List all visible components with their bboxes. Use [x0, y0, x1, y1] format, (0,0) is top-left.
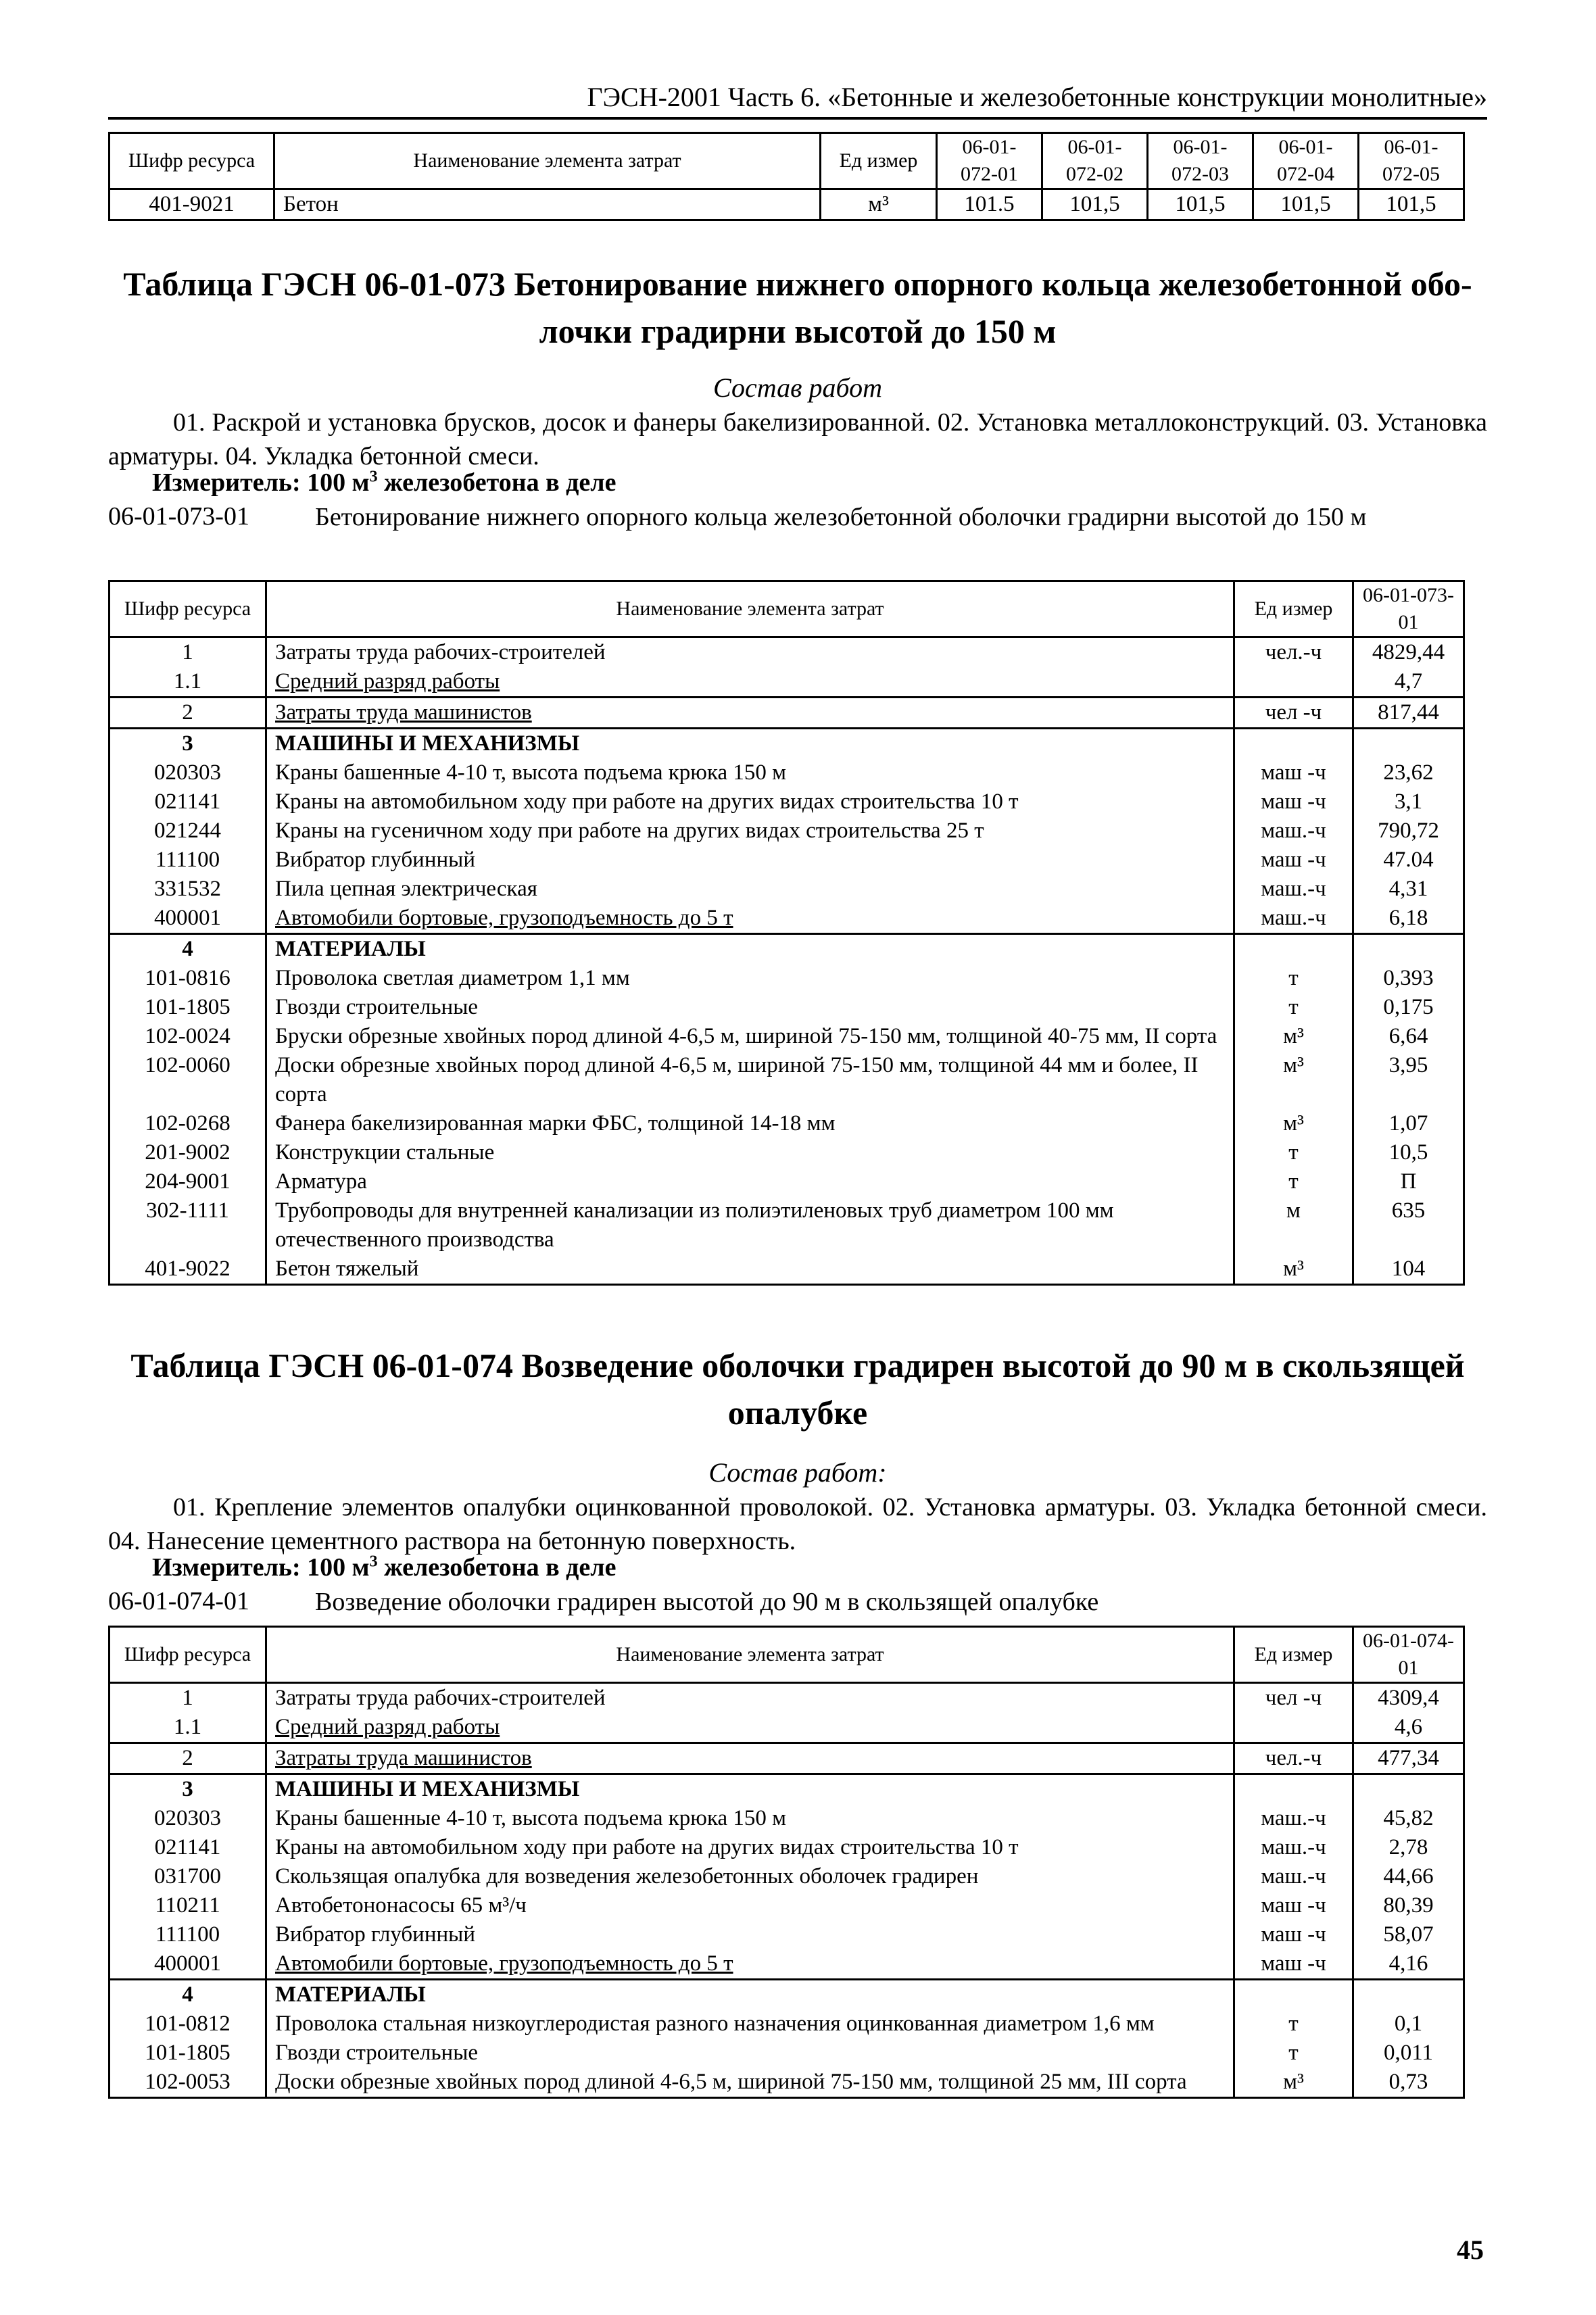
cell-value: 45,82	[1353, 1804, 1464, 1833]
cell-value: 0,1	[1353, 2009, 1464, 2039]
cell-name: Краны на гусеничном ходу при работе на других видах строительства 25 т	[266, 817, 1234, 846]
section1-works: 01. Раскрой и установка брусков, досок и фанеры бакелизированной. 02. Установка металлоконструкций. 03. Установка арматуры. 04. Укладка бетонной смеси.	[108, 408, 1487, 470]
table-row	[110, 1683, 1464, 1713]
cell-value: 101.5	[937, 189, 1042, 220]
table-row	[110, 1167, 1464, 1196]
cell-name: Бетон тяжелый	[266, 1254, 1234, 1285]
cell-value: 817,44	[1353, 698, 1464, 729]
table-row	[110, 1949, 1464, 1980]
table-row	[110, 787, 1464, 817]
table-row	[110, 1022, 1464, 1051]
cell-unit: маш.-ч	[1234, 1804, 1353, 1833]
section1-title	[108, 260, 1487, 355]
page-number: 45	[1457, 2235, 1484, 2265]
measure-label: Измеритель:	[152, 468, 301, 497]
table-row	[110, 667, 1464, 698]
section1-resource-table	[108, 580, 1465, 1286]
cell-code: 110211	[110, 1891, 266, 1920]
cell-code: 400001	[110, 904, 266, 934]
cell-value: 635	[1353, 1196, 1464, 1254]
cell-unit: маш -ч	[1234, 787, 1353, 817]
cell-value: 44,66	[1353, 1862, 1464, 1891]
cell-name: МАШИНЫ И МЕХАНИЗМЫ	[266, 1774, 1234, 1805]
cell-code: 111100	[110, 1920, 266, 1949]
cell-value: 4309,4	[1353, 1683, 1464, 1713]
col-header-code: Шифр ресурса	[110, 133, 274, 189]
cell-value: 58,07	[1353, 1920, 1464, 1949]
cell-value: 0,175	[1353, 993, 1464, 1022]
cell-value	[1353, 934, 1464, 965]
cell-unit: м³	[1234, 1109, 1353, 1138]
col-header-unit: Ед измер	[1234, 1627, 1353, 1683]
col-header-norm: 06-01-073-01	[1353, 581, 1464, 637]
cell-code: 1	[110, 1683, 266, 1713]
section2-title	[108, 1342, 1487, 1436]
measure-value: 100 м	[307, 468, 370, 497]
cell-name: Арматура	[266, 1167, 1234, 1196]
cell-value: 477,34	[1353, 1743, 1464, 1774]
cell-unit: маш -ч	[1234, 1920, 1353, 1949]
table-row	[110, 1920, 1464, 1949]
cell-code: 331532	[110, 875, 266, 904]
cell-code: 3	[110, 1774, 266, 1805]
table-row	[110, 1743, 1464, 1774]
cell-value: 101,5	[1253, 189, 1359, 220]
cell-name: Вибратор глубинный	[266, 1920, 1234, 1949]
cell-name: Скользящая опалубка для возведения железобетонных оболочек градирен	[266, 1862, 1234, 1891]
cell-unit: маш -ч	[1234, 846, 1353, 875]
cell-name: Бруски обрезные хвойных пород длиной 4-6,5 м, шириной 75-150 мм, толщиной 40-75 мм, II сорта	[266, 1022, 1234, 1051]
cell-unit: т	[1234, 2039, 1353, 2068]
running-header: ГЭСН-2001 Часть 6. «Бетонные и железобетонные конструкции монолитные»	[587, 82, 1487, 112]
col-header-norm: 06-01-072-01	[937, 133, 1042, 189]
cell-name: Бетон	[274, 189, 821, 220]
cell-value: 10,5	[1353, 1138, 1464, 1167]
cell-code: 031700	[110, 1862, 266, 1891]
cell-value: 101,5	[1359, 189, 1464, 220]
cell-unit: т	[1234, 1138, 1353, 1167]
section1-code-name: Бетонирование нижнего опорного кольца железобетонной оболочки градирни высотой до 150 м	[315, 503, 1367, 531]
col-header-unit: Ед измер	[821, 133, 937, 189]
cell-name: Доски обрезные хвойных пород длиной 4-6,5 м, шириной 75-150 мм, толщиной 25 мм, III сорта	[266, 2068, 1234, 2098]
section2-sostav: Состав работ:	[708, 1457, 887, 1488]
cell-code: 101-1805	[110, 993, 266, 1022]
section2-title-line2: опалубке	[727, 1394, 868, 1432]
cell-name: Доски обрезные хвойных пород длиной 4-6,5 м, шириной 75-150 мм, толщиной 44 мм и более, II сорта	[266, 1051, 1234, 1109]
table-row	[110, 1862, 1464, 1891]
cell-name: Автомобили бортовые, грузоподъемность до 5 т	[266, 1949, 1234, 1980]
table-row	[110, 1980, 1464, 2010]
cell-code: 102-0060	[110, 1051, 266, 1109]
cell-unit: чел -ч	[1234, 698, 1353, 729]
table-row	[110, 189, 1464, 220]
measure-sup: 3	[369, 468, 378, 486]
cell-code: 400001	[110, 1949, 266, 1980]
table-row	[110, 846, 1464, 875]
cell-value: 104	[1353, 1254, 1464, 1285]
cell-name: Гвозди строительные	[266, 993, 1234, 1022]
section2-resource-table	[108, 1626, 1465, 2099]
cell-code: 401-9021	[110, 189, 274, 220]
cell-value: 0,011	[1353, 2039, 1464, 2068]
cell-unit: чел.-ч	[1234, 637, 1353, 668]
table-row	[110, 1254, 1464, 1285]
cell-name: Автомобили бортовые, грузоподъемность до 5 т	[266, 904, 1234, 934]
table-row	[110, 758, 1464, 787]
table-row	[110, 637, 1464, 668]
cell-value: 790,72	[1353, 817, 1464, 846]
section2-code: 06-01-074-01	[108, 1587, 249, 1615]
table-row	[110, 817, 1464, 846]
cell-code: 1	[110, 637, 266, 668]
cell-unit	[1234, 934, 1353, 965]
cell-unit: маш.-ч	[1234, 904, 1353, 934]
cell-code: 102-0268	[110, 1109, 266, 1138]
table-row	[110, 1138, 1464, 1167]
cell-name: Затраты труда рабочих-строителей	[266, 637, 1234, 668]
cell-code: 101-0816	[110, 964, 266, 993]
top-resource-table	[108, 132, 1465, 221]
cell-code: 1.1	[110, 1713, 266, 1743]
cell-name: Краны башенные 4-10 т, высота подъема крюка 150 м	[266, 1804, 1234, 1833]
section1-measure	[152, 468, 616, 497]
cell-name: Гвозди строительные	[266, 2039, 1234, 2068]
section1-code: 06-01-073-01	[108, 502, 249, 531]
table-row	[110, 1833, 1464, 1862]
cell-value	[1353, 729, 1464, 759]
cell-code: 020303	[110, 1804, 266, 1833]
cell-name: Затраты труда машинистов	[266, 698, 1234, 729]
cell-unit: маш -ч	[1234, 1891, 1353, 1920]
cell-name: МАТЕРИАЛЫ	[266, 934, 1234, 965]
measure-value: 100 м	[307, 1553, 370, 1582]
cell-code: 102-0024	[110, 1022, 266, 1051]
section2-code-name: Возведение оболочки градирен высотой до 90 м в скользящей опалубке	[315, 1588, 1099, 1616]
cell-value: 80,39	[1353, 1891, 1464, 1920]
section1-sostav: Состав работ	[713, 372, 882, 403]
section1-title-line1: Таблица ГЭСН 06-01-073 Бетонирование нижнего опорного кольца железобетонной обо-	[123, 265, 1472, 303]
cell-unit: м	[1234, 1196, 1353, 1254]
cell-value: 4,7	[1353, 667, 1464, 698]
cell-code: 101-1805	[110, 2039, 266, 2068]
cell-code: 021141	[110, 1833, 266, 1862]
cell-name: Проволока стальная низкоуглеродистая разного назначения оцинкованная диаметром 1,6 мм	[266, 2009, 1234, 2039]
cell-code: 111100	[110, 846, 266, 875]
col-header-name: Наименование элемента затрат	[266, 581, 1234, 637]
cell-value: 1,07	[1353, 1109, 1464, 1138]
cell-code: 204-9001	[110, 1167, 266, 1196]
cell-name: Средний разряд работы	[266, 667, 1234, 698]
cell-code: 401-9022	[110, 1254, 266, 1285]
col-header-unit: Ед измер	[1234, 581, 1353, 637]
cell-name: Затраты труда машинистов	[266, 1743, 1234, 1774]
cell-code: 1.1	[110, 667, 266, 698]
cell-unit: м³	[1234, 1022, 1353, 1051]
measure-label: Измеритель:	[152, 1553, 301, 1582]
cell-value: П	[1353, 1167, 1464, 1196]
measure-rest: железобетона в деле	[377, 1553, 616, 1582]
cell-value: 47.04	[1353, 846, 1464, 875]
cell-name: Краны башенные 4-10 т, высота подъема крюка 150 м	[266, 758, 1234, 787]
table-row	[110, 1713, 1464, 1743]
table-row	[110, 1774, 1464, 1805]
cell-name: Конструкции стальные	[266, 1138, 1234, 1167]
table-row	[110, 729, 1464, 759]
cell-unit	[1234, 729, 1353, 759]
table-row	[110, 1804, 1464, 1833]
measure-rest: железобетона в деле	[377, 468, 616, 497]
cell-value: 3,1	[1353, 787, 1464, 817]
section2-measure	[152, 1553, 616, 1582]
cell-code: 2	[110, 1743, 266, 1774]
cell-unit: т	[1234, 993, 1353, 1022]
cell-unit: маш.-ч	[1234, 1833, 1353, 1862]
cell-unit	[1234, 1774, 1353, 1805]
cell-value: 4,31	[1353, 875, 1464, 904]
cell-value: 101,5	[1042, 189, 1148, 220]
col-header-norm: 06-01-072-05	[1359, 133, 1464, 189]
cell-value: 4829,44	[1353, 637, 1464, 668]
cell-unit: маш -ч	[1234, 1949, 1353, 1980]
cell-name: Вибратор глубинный	[266, 846, 1234, 875]
cell-name: Затраты труда рабочих-строителей	[266, 1683, 1234, 1713]
col-header-norm: 06-01-072-03	[1148, 133, 1253, 189]
cell-unit: чел.-ч	[1234, 1743, 1353, 1774]
cell-code: 101-0812	[110, 2009, 266, 2039]
cell-code: 4	[110, 934, 266, 965]
measure-sup: 3	[369, 1553, 378, 1571]
cell-name: МАТЕРИАЛЫ	[266, 1980, 1234, 2010]
cell-value: 2,78	[1353, 1833, 1464, 1862]
cell-unit: чел -ч	[1234, 1683, 1353, 1713]
cell-code: 302-1111	[110, 1196, 266, 1254]
cell-value	[1353, 1980, 1464, 2010]
cell-code: 3	[110, 729, 266, 759]
cell-name: Краны на автомобильном ходу при работе на других видах строительства 10 т	[266, 787, 1234, 817]
cell-value: 0,73	[1353, 2068, 1464, 2098]
cell-value	[1353, 1774, 1464, 1805]
cell-name: Средний разряд работы	[266, 1713, 1234, 1743]
cell-name: Краны на автомобильном ходу при работе на других видах строительства 10 т	[266, 1833, 1234, 1862]
cell-code: 020303	[110, 758, 266, 787]
col-header-code: Шифр ресурса	[110, 1627, 266, 1683]
table-row	[110, 964, 1464, 993]
table-row	[110, 2068, 1464, 2098]
cell-code: 102-0053	[110, 2068, 266, 2098]
cell-unit: маш.-ч	[1234, 875, 1353, 904]
col-header-code: Шифр ресурса	[110, 581, 266, 637]
table-row	[110, 934, 1464, 965]
cell-unit: маш -ч	[1234, 758, 1353, 787]
cell-unit	[1234, 1980, 1353, 2010]
section2-works: 01. Крепление элементов опалубки оцинкованной проволокой. 02. Установка арматуры. 03. Укладка бетонной смеси. 04. Нанесение цементного раствора на бетонную поверхность.	[108, 1493, 1487, 1555]
col-header-norm: 06-01-072-04	[1253, 133, 1359, 189]
col-header-norm: 06-01-072-02	[1042, 133, 1148, 189]
cell-name: Пила цепная электрическая	[266, 875, 1234, 904]
cell-code: 021244	[110, 817, 266, 846]
table-row	[110, 875, 1464, 904]
cell-unit	[1234, 1713, 1353, 1743]
cell-name: Трубопроводы для внутренней канализации из полиэтиленовых труб диаметром 100 мм отечественного производства	[266, 1196, 1234, 1254]
table-row	[110, 993, 1464, 1022]
cell-value: 4,6	[1353, 1713, 1464, 1743]
cell-unit: маш.-ч	[1234, 1862, 1353, 1891]
table-row	[110, 1051, 1464, 1109]
cell-value: 6,64	[1353, 1022, 1464, 1051]
cell-value: 6,18	[1353, 904, 1464, 934]
col-header-name: Наименование элемента затрат	[274, 133, 821, 189]
cell-unit: маш.-ч	[1234, 817, 1353, 846]
cell-unit: т	[1234, 1167, 1353, 1196]
table-row	[110, 904, 1464, 934]
table-row	[110, 1891, 1464, 1920]
cell-code: 201-9002	[110, 1138, 266, 1167]
cell-unit: м³	[1234, 1254, 1353, 1285]
table-row	[110, 2009, 1464, 2039]
cell-value: 101,5	[1148, 189, 1253, 220]
section1-title-line2: лочки градирни высотой до 150 м	[539, 312, 1057, 350]
header-rule	[108, 117, 1487, 120]
cell-unit	[1234, 667, 1353, 698]
cell-name: Фанера бакелизированная марки ФБС, толщиной 14-18 мм	[266, 1109, 1234, 1138]
table-row	[110, 2039, 1464, 2068]
cell-code: 021141	[110, 787, 266, 817]
col-header-norm: 06-01-074-01	[1353, 1627, 1464, 1683]
cell-unit: м³	[821, 189, 937, 220]
table-row	[110, 1109, 1464, 1138]
table-row	[110, 1196, 1464, 1254]
cell-value: 0,393	[1353, 964, 1464, 993]
cell-code: 4	[110, 1980, 266, 2010]
col-header-name: Наименование элемента затрат	[266, 1627, 1234, 1683]
cell-unit: м³	[1234, 1051, 1353, 1109]
cell-name: МАШИНЫ И МЕХАНИЗМЫ	[266, 729, 1234, 759]
cell-unit: т	[1234, 964, 1353, 993]
cell-unit: м³	[1234, 2068, 1353, 2098]
cell-value: 3,95	[1353, 1051, 1464, 1109]
cell-value: 4,16	[1353, 1949, 1464, 1980]
table-row	[110, 698, 1464, 729]
section2-title-line1: Таблица ГЭСН 06-01-074 Возведение оболочки градирен высотой до 90 м в скользящей	[130, 1346, 1465, 1384]
cell-code: 2	[110, 698, 266, 729]
cell-value: 23,62	[1353, 758, 1464, 787]
cell-name: Проволока светлая диаметром 1,1 мм	[266, 964, 1234, 993]
cell-name: Автобетононасосы 65 м³/ч	[266, 1891, 1234, 1920]
cell-unit: т	[1234, 2009, 1353, 2039]
